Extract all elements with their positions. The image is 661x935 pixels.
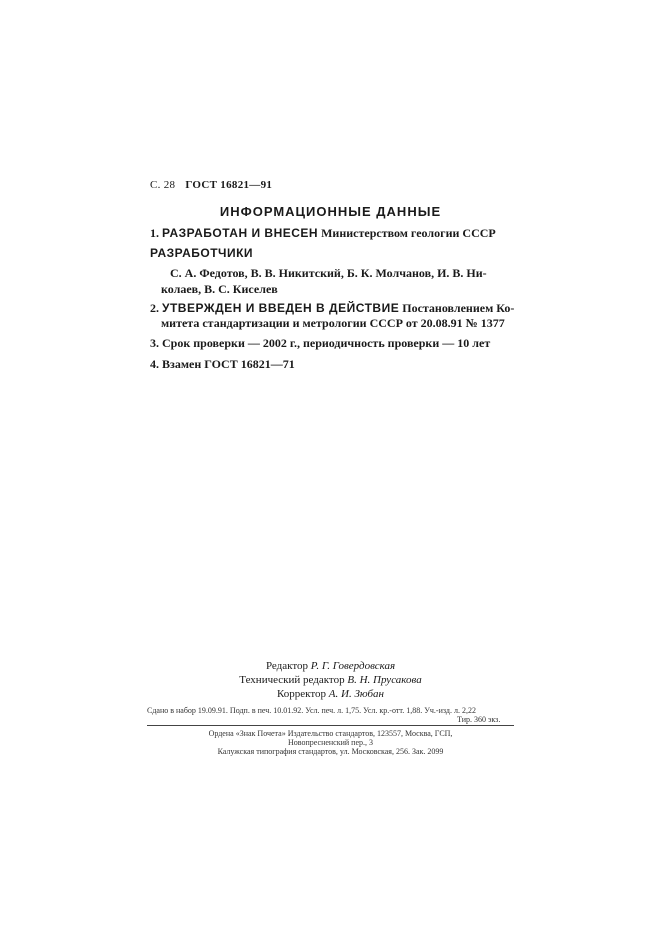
imprint-line-1: Сдано в набор 19.09.91. Подп. в печ. 10.01.92. Усл. печ. л. 1,75. Усл. кр.-отт. 1,88. Уч.-изд. л. 2,22: [147, 706, 476, 715]
imprint-divider: [147, 725, 514, 726]
credit-corrector: Корректор А. И. Зюбан: [276, 688, 384, 700]
item-review: 3. Срок проверки — 2002 г., периодичность проверки — 10 лет: [150, 336, 491, 350]
item-approved-text: Постановлением Ко-: [402, 301, 515, 315]
item-review-text: Срок проверки — 2002 г., периодичность проверки — 10 лет: [162, 336, 491, 350]
item-developed: 1. РАЗРАБОТАН И ВНЕСЕН Министерством геологии СССР: [150, 226, 496, 240]
imprint-line-4: Новопресненский пер., 3: [287, 738, 374, 747]
page-number: С. 28: [150, 179, 176, 191]
item-developed-caps: РАЗРАБОТАН И ВНЕСЕН: [162, 226, 319, 240]
developers-heading: РАЗРАБОТЧИКИ: [150, 246, 254, 260]
developers-line-2: колаев, В. С. Киселев: [161, 282, 278, 296]
item-approved-line-2: митета стандартизации и метрологии СССР от 20.08.91 № 1377: [161, 316, 505, 330]
standard-number: ГОСТ 16821—91: [185, 179, 273, 191]
page-header: [150, 179, 272, 191]
credit-editor: Редактор Р. Г. Говердовская: [265, 660, 396, 672]
credit-tech-editor: Технический редактор В. Н. Прусакова: [239, 674, 422, 686]
imprint-line-5: Калужская типография стандартов, ул. Московская, 256. Зак. 2099: [217, 747, 444, 756]
imprint-line-3: Ордена «Знак Почета» Издательство стандартов, 123557, Москва, ГСП,: [208, 729, 453, 738]
developers-line-1: С. А. Федотов, В. В. Никитский, Б. К. Молчанов, И. В. Ни-: [170, 266, 487, 280]
item-approved-caps: УТВЕРЖДЕН И ВВЕДЕН В ДЕЙСТВИЕ: [162, 301, 400, 315]
item-approved: 2. УТВЕРЖДЕН И ВВЕДЕН В ДЕЙСТВИЕ Постановлением Ко-: [150, 301, 515, 315]
item-developed-text: Министерством геологии СССР: [321, 226, 496, 240]
section-title: ИНФОРМАЦИОННЫЕ ДАННЫЕ: [219, 204, 442, 219]
item-replaces: 4. Взамен ГОСТ 16821—71: [150, 357, 295, 371]
item-replaces-text: Взамен ГОСТ 16821—71: [162, 357, 295, 371]
imprint-line-2: Тир. 360 экз.: [457, 715, 501, 724]
